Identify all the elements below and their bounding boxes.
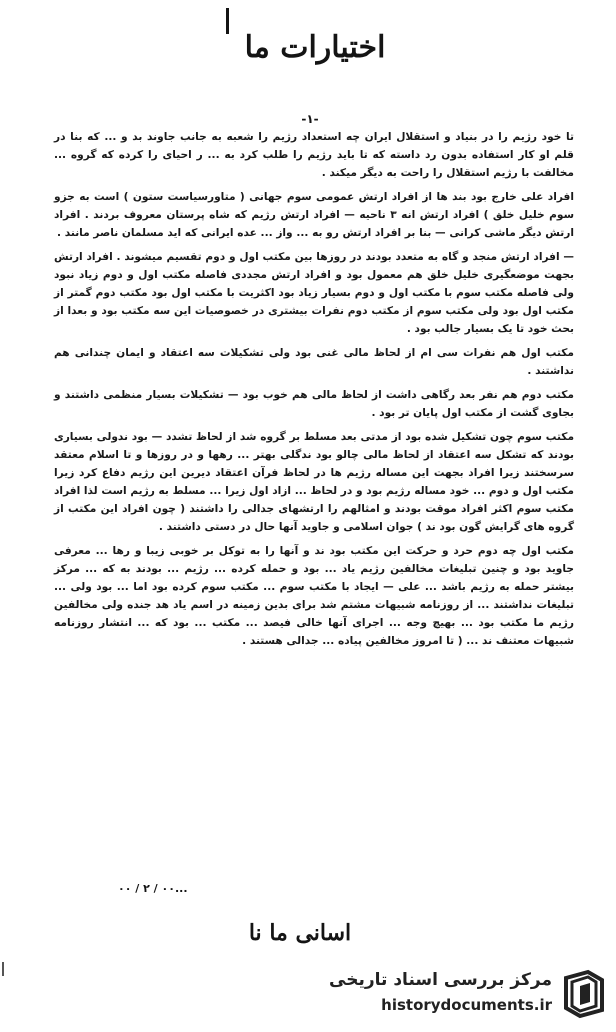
paragraph-1: تا خود رژیم را در بنیاد و استقلال ایران چه استعداد رژیم را شعبه به جانب جاوند بد و ... که بنا در قلم او کار استفاده بدون رد داسته که تا باید رژیم را طلب کرد به ... ر احیای را کرده که گروه ... مخالفت با رژیم استقلال را راحت به دیگر میکند . <box>54 131 574 179</box>
paragraph-4: مکتب اول هم نفرات سی ام از لحاظ مالی غنی بود ولی تشکیلات سه اعتقاد و ایمان چندانی هم نداشتند . <box>54 347 574 377</box>
heading-text: اختیارات ما <box>244 30 386 65</box>
document-heading <box>200 18 430 78</box>
page-number: -۱- <box>301 112 319 126</box>
paragraph-7: مکتب اول چه دوم حرد و حرکت این مکتب بود ند و آنها را به توکل بر خوبی زیبا و رها ... معرفی جاوید بود و چنین تبلیغات مخالفین رژیم یاد ... بود و حمله کرده ... رژیم ... بودند به که ... مرکز بیشتر حمله به رژیم باشد ... علی — ایجاد با مکتب سوم ... مکتب سوم کرده بود اما ... بود ولی ... تبلیغات نداشتند ... از روزنامه شبیهات مشتم شد برای بدین زمینه در اسم یاد هد جنده ولی مخالفین رژیم ما مکتب بود ... بهیچ وجه ... اجرای آنها خالی فیصد ... مکتب ... بود که ... انتشار روزنامه شبیهات معتنف ند ... ( تا امروز مخالفین پیاده ... جدالی هستند . <box>54 545 574 647</box>
paragraph-6: مکتب سوم چون تشکیل شده بود از مدتی بعد مسلط بر گروه شد از لحاظ تشدد — بود ندولی بسیاری بودند که تشکل سه اعتقاد از لحاظ مالی چالو بود ندگلی بهتر ... رهها و در روزها و تا اسلام معتقد سرسختند زیرا افراد بجهت این مساله رژیم ها در لحاظ فرآن اعتقاد دیرین این رژیم دفاع کرد زیرا مکتب اول و دوم ... خود مساله رژیم بود و در لحاظ ... ازاد اول زیرا ... مسلط به رژیم است لذا افراد مکتب سوم اکثر افراد موقت بودند و امثالهم را ارتشهای جدالی را داشتند ( چون افراد این مکتب از گروه های گرایش گون بود ند ) جوان اسلامی و جاوید آنها حال در دستی داشتند . <box>54 431 574 533</box>
paragraph-2: افراد علی خارج بود بند ها از افراد ارتش عمومی سوم جهانی ( متاورسیاست ستون ) است به جزو سوم خلیل خلق ) افراد ارتش انه ۳ ناحیه — افراد ارتش رژیم که شاه پرستان معروف بردند . افراد ارتش دیگر ماشی کرانی — بنا بر افراد ارتش رو به ... واز ... عده ایرانی که اید مسلمان ناصر مانند . <box>54 191 574 239</box>
edge-mark <box>2 962 4 976</box>
paragraph-5: مکتب دوم هم نفر بعد رگاهی داشت از لحاظ مالی هم خوب بود — تشکیلات بسیار منظمی داشتند و بجاوی گشت از مکتب اول پایان تر بود . <box>54 389 574 419</box>
document-body <box>54 128 574 656</box>
heading-stroke <box>226 8 229 34</box>
watermark-name: مرکز بررسی اسناد تاریخی <box>329 970 552 990</box>
signature-text: اسانی ما نا <box>248 920 352 946</box>
watermark-url[interactable]: historydocuments.ir <box>381 996 552 1014</box>
watermark <box>314 966 610 1028</box>
document-date: ...۰۰ / ۲ / ۰۰ <box>118 882 188 895</box>
archive-book-icon <box>558 968 610 1020</box>
signature <box>230 908 370 958</box>
paragraph-3: — افراد ارتش منجد و گاه به متعدد بودند در روزها بین مکتب اول و دوم تقسیم میشوند . افراد ارتش بجهت موضعگیری خلیل خلق هم معمول بود و افراد ارتش مجددی فاصله مکتب اول و دوم زیاد نبود ولی فاصله مکتب سوم با مکتب اول و دوم بسیار زیاد بود اکثریت با مکتب اول بود مکتب دوم گمتر از مکتب اول بود ولی مکتب سوم از مکتب دوم نفرات بیشتری در خصوصیات این سه مکتب بود و بعدا از بحث خود تا یک بسیار جالب بود . <box>54 251 574 335</box>
